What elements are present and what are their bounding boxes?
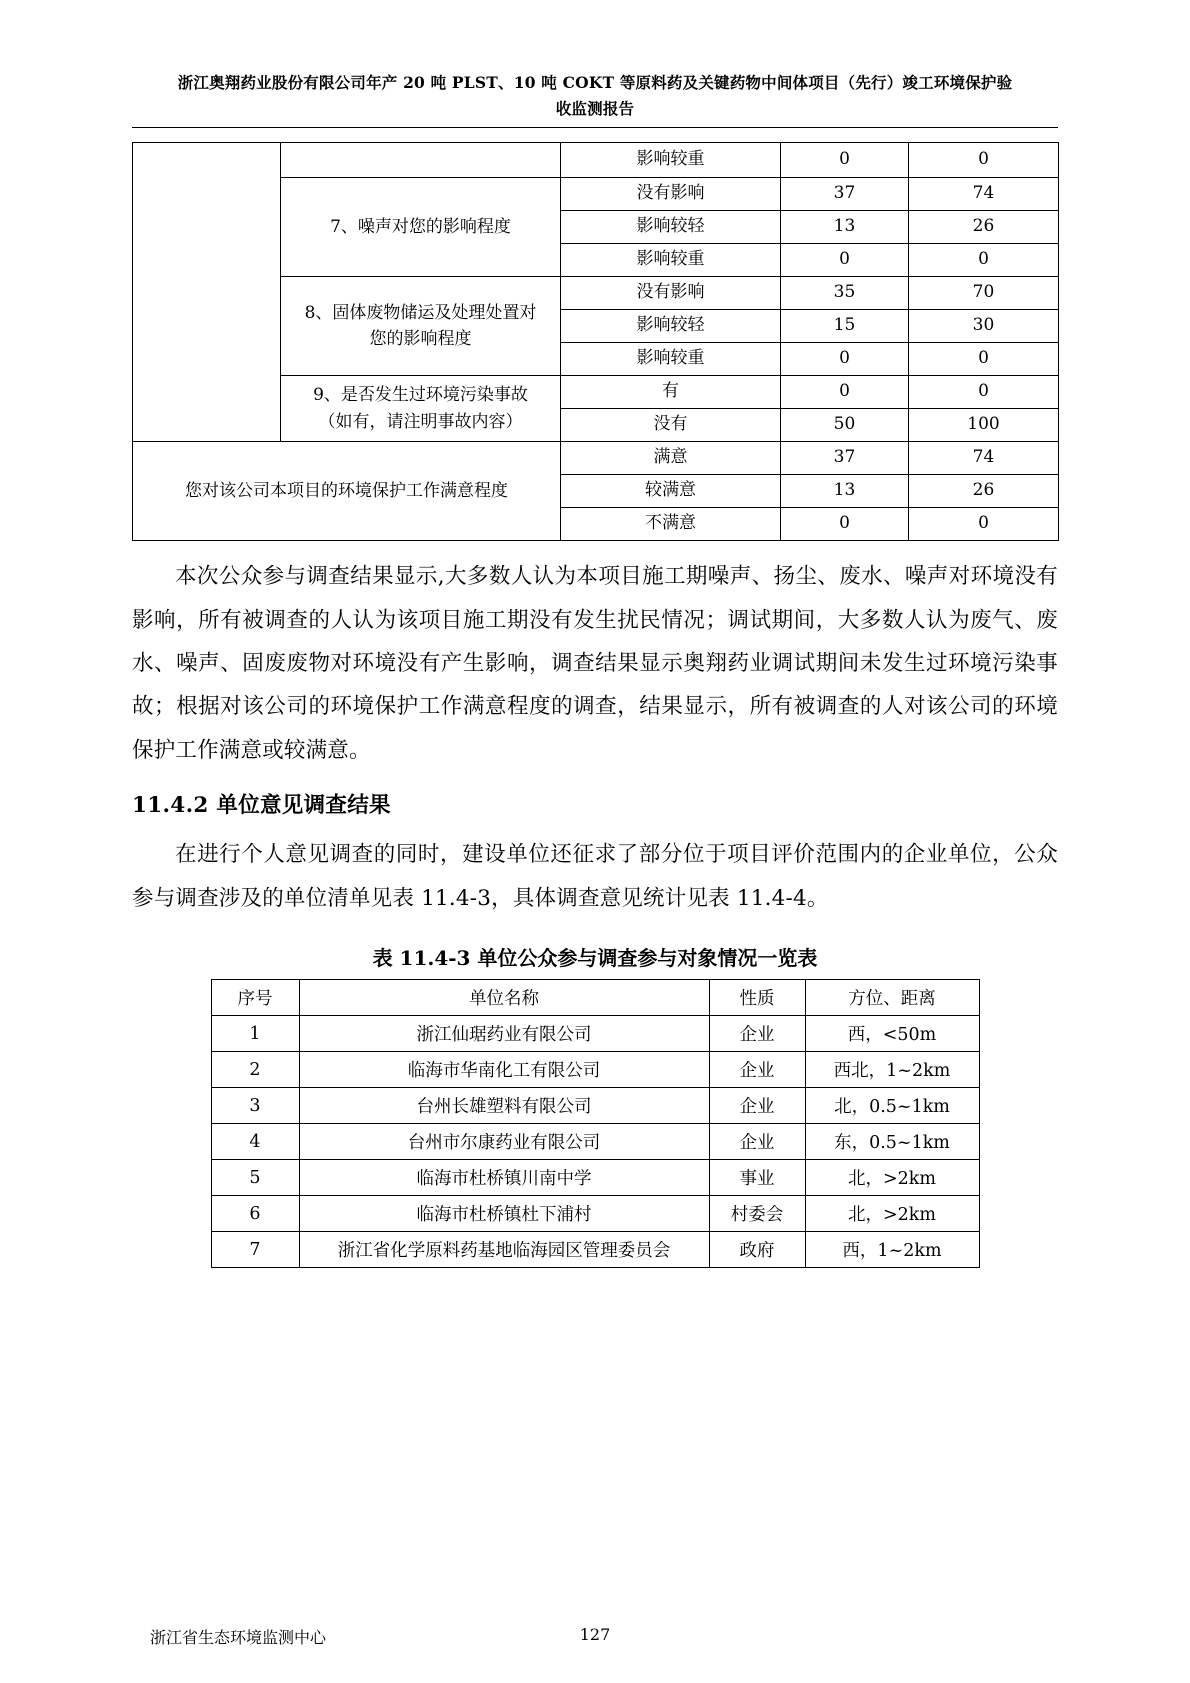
cell-index: 2 [211, 1052, 299, 1088]
cell-index: 1 [211, 1016, 299, 1052]
percent-cell: 26 [909, 211, 1059, 244]
cell-direction-distance: 北，>2km [805, 1160, 979, 1196]
cell-direction-distance: 西北，1~2km [805, 1052, 979, 1088]
question-cell [281, 277, 561, 376]
option-cell: 没有影响 [561, 178, 781, 211]
count-cell: 13 [781, 475, 909, 508]
cell-index: 3 [211, 1088, 299, 1124]
option-cell: 没有影响 [561, 277, 781, 310]
count-cell: 15 [781, 310, 909, 343]
table-row [133, 442, 1059, 475]
page-header [132, 70, 1058, 128]
option-cell: 影响较轻 [561, 310, 781, 343]
option-cell: 有 [561, 376, 781, 409]
cell-nature: 企业 [709, 1088, 805, 1124]
table-row [211, 1124, 979, 1160]
paragraph-unit-survey-intro: 在进行个人意见调查的同时，建设单位还征求了部分位于项目评价范围内的企业单位，公众参与调查涉及的单位清单见表 11.4-3，具体调查意见统计见表 11.4-4。 [132, 842, 1058, 911]
satisfaction-question-cell: 您对该公司本项目的环境保护工作满意程度 [133, 442, 561, 541]
table-row [211, 1052, 979, 1088]
table-row [211, 1196, 979, 1232]
percent-cell: 100 [909, 409, 1059, 442]
cell-index: 4 [211, 1124, 299, 1160]
question-cell: 7、噪声对您的影响程度 [281, 178, 561, 277]
count-cell: 0 [781, 343, 909, 376]
percent-cell: 74 [909, 442, 1059, 475]
cell-direction-distance: 北，>2km [805, 1196, 979, 1232]
count-cell: 35 [781, 277, 909, 310]
option-cell: 影响较重 [561, 244, 781, 277]
count-cell: 0 [781, 244, 909, 277]
table-row [211, 1088, 979, 1124]
percent-cell: 0 [909, 244, 1059, 277]
cell-nature: 企业 [709, 1124, 805, 1160]
cell-direction-distance: 西，<50m [805, 1016, 979, 1052]
question-line-2: （如有，请注明事故内容） [318, 411, 523, 432]
question-cell [281, 376, 561, 442]
option-cell: 没有 [561, 409, 781, 442]
cell-index: 5 [211, 1160, 299, 1196]
cell-nature: 企业 [709, 1052, 805, 1088]
table-caption-11-4-3: 表 11.4-3 单位公众参与调查参与对象情况一览表 [372, 946, 818, 971]
header-line-2: 收监测报告 [555, 98, 635, 118]
count-cell: 13 [781, 211, 909, 244]
percent-cell: 0 [909, 376, 1059, 409]
header-line-1: 浙江奥翔药业股份有限公司年产 20 吨 PLST、10 吨 COKT 等原料药及关键药物中间体项目（先行）竣工环境保护验 [177, 73, 1013, 92]
cell-unit-name: 浙江省化学原料药基地临海园区管理委员会 [299, 1232, 709, 1268]
option-cell: 满意 [561, 442, 781, 475]
option-cell: 较满意 [561, 475, 781, 508]
percent-cell: 0 [909, 343, 1059, 376]
cell-direction-distance: 东，0.5~1km [805, 1124, 979, 1160]
question-line-1: 8、固体废物储运及处理处置对 [304, 302, 537, 323]
count-cell: 0 [781, 508, 909, 541]
footer-page-number: 127 [579, 1625, 611, 1644]
cell-unit-name: 临海市杜桥镇杜下浦村 [299, 1196, 709, 1232]
option-cell: 影响较重 [561, 343, 781, 376]
option-cell: 不满意 [561, 508, 781, 541]
footer-organization: 浙江省生态环境监测中心 [150, 1628, 327, 1647]
count-cell: 37 [781, 442, 909, 475]
cell-direction-distance: 西，1~2km [805, 1232, 979, 1268]
cell-unit-name: 台州市尔康药业有限公司 [299, 1124, 709, 1160]
section-heading-11-4-2: 11.4.2 单位意见调查结果 [132, 793, 391, 819]
column-header-direction-distance: 方位、距离 [805, 980, 979, 1016]
percent-cell: 70 [909, 277, 1059, 310]
cell-index: 7 [211, 1232, 299, 1268]
cell-nature: 政府 [709, 1232, 805, 1268]
percent-cell: 26 [909, 475, 1059, 508]
cell-unit-name: 台州长雄塑料有限公司 [299, 1088, 709, 1124]
question-line-1: 9、是否发生过环境污染事故 [313, 385, 528, 406]
table-row [211, 1160, 979, 1196]
percent-cell: 30 [909, 310, 1059, 343]
cell-direction-distance: 北，0.5~1km [805, 1088, 979, 1124]
column-header-index: 序号 [211, 980, 299, 1016]
paragraph-survey-summary: 本次公众参与调查结果显示,大多数人认为本项目施工期噪声、扬尘、废水、噪声对环境没有影响，所有被调查的人认为该项目施工期没有发生扰民情况；调试期间，大多数人认为废气、废水、噪声、固废废物对环境没有产生影响，调查结果显示奥翔药业调试期间未发生过环境污染事故；根据对该公司的环境保护工作满意程度的调查，结果显示，所有被调查的人对该公司的环境保护工作满意或较满意。 [132, 564, 1058, 763]
option-cell: 影响较重 [561, 143, 781, 178]
unit-participants-table [211, 979, 980, 1268]
table-row [211, 1016, 979, 1052]
question-cell [281, 143, 561, 178]
count-cell: 37 [781, 178, 909, 211]
percent-cell: 0 [909, 143, 1059, 178]
cell-nature: 村委会 [709, 1196, 805, 1232]
question-line-2: 您的影响程度 [369, 329, 472, 350]
cell-unit-name: 临海市华南化工有限公司 [299, 1052, 709, 1088]
percent-cell: 74 [909, 178, 1059, 211]
count-cell: 0 [781, 143, 909, 178]
table-row [211, 1232, 979, 1268]
cell-nature: 事业 [709, 1160, 805, 1196]
table-header-row [211, 980, 979, 1016]
count-cell: 50 [781, 409, 909, 442]
percent-cell: 0 [909, 508, 1059, 541]
survey-results-table [132, 142, 1059, 541]
option-cell: 影响较轻 [561, 211, 781, 244]
cell-index: 6 [211, 1196, 299, 1232]
spacer-cell [133, 143, 281, 442]
cell-unit-name: 浙江仙琚药业有限公司 [299, 1016, 709, 1052]
cell-nature: 企业 [709, 1016, 805, 1052]
column-header-unit-name: 单位名称 [299, 980, 709, 1016]
column-header-nature: 性质 [709, 980, 805, 1016]
table-row [133, 143, 1059, 178]
cell-unit-name: 临海市杜桥镇川南中学 [299, 1160, 709, 1196]
count-cell: 0 [781, 376, 909, 409]
